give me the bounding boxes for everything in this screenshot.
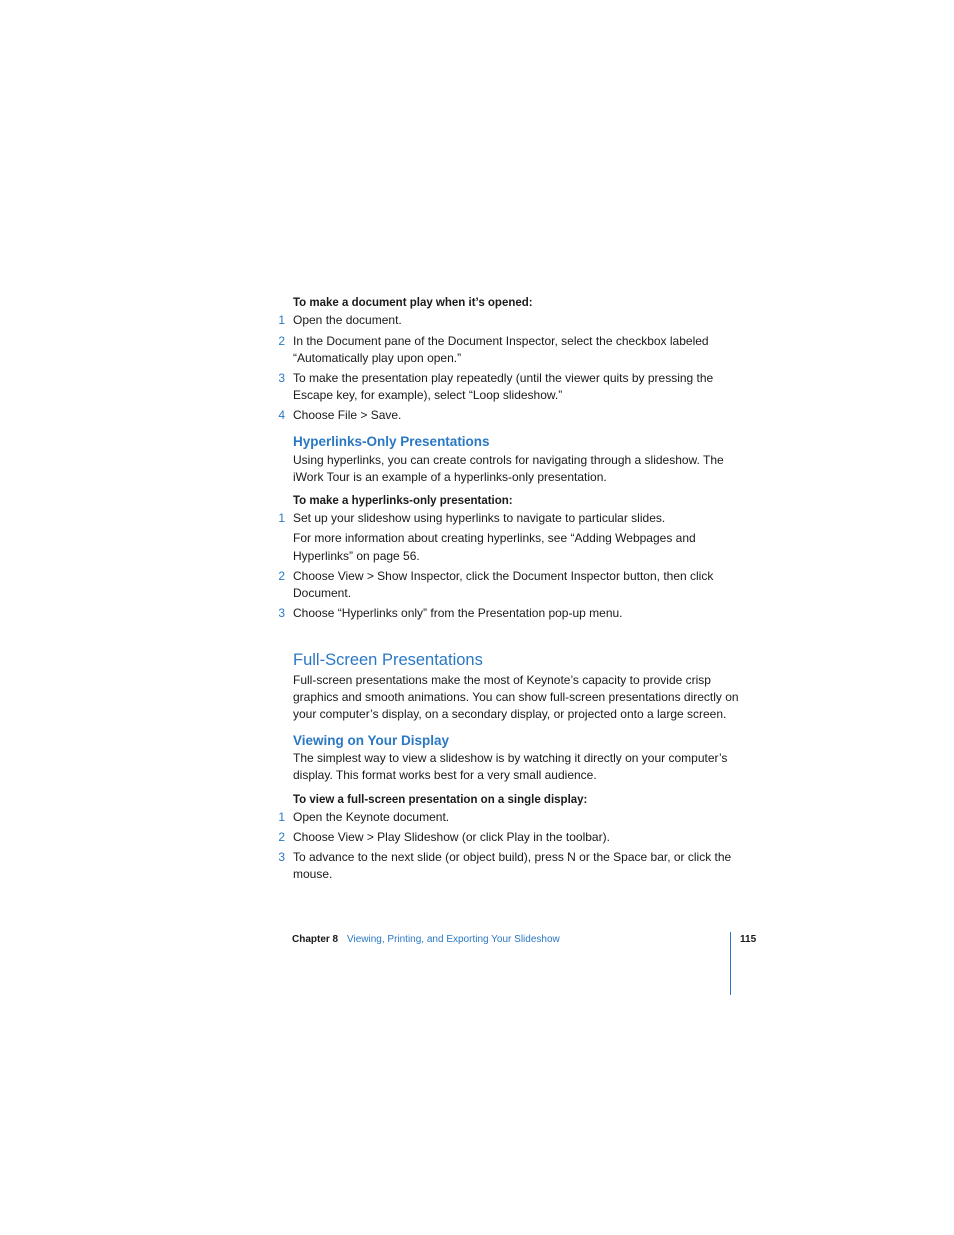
step-number: 2 <box>278 334 285 348</box>
step-text: Open the document. <box>293 313 402 327</box>
section-heading: Hyperlinks-Only Presentations <box>293 434 490 449</box>
step-number: 2 <box>278 569 285 583</box>
step-text: Open the Keynote document. <box>293 810 450 824</box>
procedure-intro: To view a full-screen presentation on a single display: <box>293 794 588 806</box>
step-number: 3 <box>278 850 285 864</box>
step-number: 3 <box>278 606 285 620</box>
step-text: Escape key, for example), select “Loop slideshow.” <box>293 388 563 402</box>
body-text: graphics and smooth animations. You can show full-screen presentations directly on <box>293 690 739 704</box>
step-number: 1 <box>278 511 285 525</box>
step-text: Choose File > Save. <box>293 408 402 422</box>
section-heading: Viewing on Your Display <box>293 733 450 748</box>
step-text: Choose “Hyperlinks only” from the Presentation pop-up menu. <box>293 606 623 620</box>
step-number: 4 <box>278 408 285 422</box>
step-text: Choose View > Play Slideshow (or click Play in the toolbar). <box>293 830 610 844</box>
page-number: 115 <box>740 934 757 945</box>
body-text: iWork Tour is an example of a hyperlinks-only presentation. <box>293 470 607 484</box>
step-text: To advance to the next slide (or object build), press N or the Space bar, or click the <box>293 850 732 864</box>
body-text: The simplest way to view a slideshow is by watching it directly on your computer’s <box>293 751 728 765</box>
body-text: your computer’s display, on a secondary display, or projected onto a large screen. <box>293 707 727 721</box>
step-number: 1 <box>278 313 285 327</box>
note-text: Hyperlinks” on page 56. <box>293 549 420 563</box>
note-text: For more information about creating hyperlinks, see “Adding Webpages and <box>293 531 696 545</box>
step-text: In the Document pane of the Document Inspector, select the checkbox labeled <box>293 334 709 348</box>
footer-divider <box>730 932 731 995</box>
procedure-intro: To make a document play when it’s opened: <box>293 297 533 309</box>
body-text: Using hyperlinks, you can create controls for navigating through a slideshow. The <box>293 453 724 467</box>
step-number: 1 <box>278 810 285 824</box>
body-text: display. This format works best for a very small audience. <box>293 768 597 782</box>
step-text: Set up your slideshow using hyperlinks to navigate to particular slides. <box>293 511 666 525</box>
footer-chapter-label: Chapter 8 <box>292 934 339 945</box>
step-number: 3 <box>278 371 285 385</box>
step-text: “Automatically play upon open.” <box>293 351 462 365</box>
step-text: Document. <box>293 586 352 600</box>
body-text: Full-screen presentations make the most of Keynote’s capacity to provide crisp <box>293 673 711 687</box>
step-text: Choose View > Show Inspector, click the Document Inspector button, then click <box>293 569 714 583</box>
procedure-intro: To make a hyperlinks-only presentation: <box>293 495 513 507</box>
step-number: 2 <box>278 830 285 844</box>
footer-chapter-title: Viewing, Printing, and Exporting Your Slideshow <box>347 934 560 945</box>
chapter-section-heading: Full-Screen Presentations <box>293 651 483 669</box>
step-text: mouse. <box>293 867 333 881</box>
step-text: To make the presentation play repeatedly (until the viewer quits by pressing the <box>293 371 714 385</box>
